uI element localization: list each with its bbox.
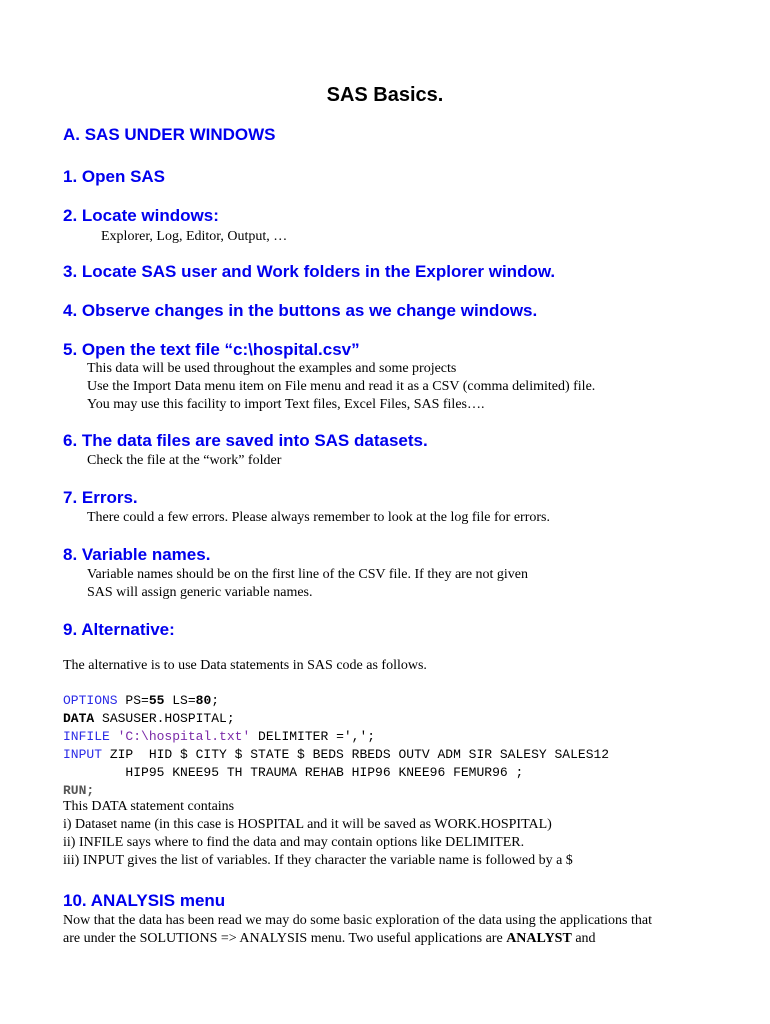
paragraph-line: ii) INFILE says where to find the data and may contain options like DELIMITER. (63, 835, 525, 850)
code-text: SASUSER.HOSPITAL; (94, 711, 235, 726)
code-line-infile (63, 728, 609, 746)
text-run: are under the SOLUTIONS => ANALYSIS menu. Two useful applications are (63, 931, 507, 946)
code-keyword: INPUT (63, 747, 103, 762)
code-line-input-cont: HIP95 KNEE95 TH TRAUMA REHAB HIP96 KNEE96 FEMUR96 ; (63, 765, 524, 780)
paragraph-line: This data will be used throughout the examples and some projects (87, 361, 457, 376)
paragraph-line: SAS will assign generic variable names. (87, 585, 313, 600)
paragraph-line: iii) INPUT gives the list of variables. If they character the variable name is followed by a $ (63, 853, 573, 868)
heading-alternative: 9. Alternative: (63, 620, 175, 639)
heading-observe-buttons: 4. Observe changes in the buttons as we change windows. (63, 301, 538, 320)
paragraph-line: Use the Import Data menu item on File menu and read it as a CSV (comma delimited) file. (87, 379, 596, 394)
text-run: and (571, 931, 596, 946)
code-line-input (63, 746, 609, 764)
heading-analysis-menu: 10. ANALYSIS menu (63, 891, 226, 910)
heading-variable-names: 8. Variable names. (63, 545, 211, 564)
page-title: SAS Basics. (326, 84, 444, 106)
heading-locate-folders: 3. Locate SAS user and Work folders in the Explorer window. (63, 262, 556, 281)
heading-open-text-file: 5. Open the text file “c:\hospital.csv” (63, 340, 360, 359)
paragraph-work-folder: Check the file at the “work” folder (87, 453, 282, 468)
section-heading-a: A. SAS UNDER WINDOWS (63, 125, 276, 144)
code-string: 'C:\hospital.txt' (117, 729, 251, 744)
paragraph-windows-list: Explorer, Log, Editor, Output, … (101, 229, 288, 244)
code-text: PS= (117, 693, 149, 708)
paragraph-errors: There could a few errors. Please always remember to look at the log file for errors. (87, 510, 550, 525)
code-text: LS= (164, 693, 196, 708)
heading-data-files-saved: 6. The data files are saved into SAS datasets. (63, 431, 428, 450)
code-text: DELIMITER =','; (250, 729, 376, 744)
code-line-data (63, 710, 609, 728)
code-keyword: OPTIONS (63, 693, 118, 708)
paragraph-line: Now that the data has been read we may do some basic exploration of the data using the applications that (63, 913, 652, 928)
paragraph-line (63, 930, 596, 948)
code-text (110, 729, 118, 744)
heading-open-sas: 1. Open SAS (63, 167, 166, 186)
code-block (63, 692, 609, 800)
code-text: ; (211, 693, 220, 708)
code-number: 80 (195, 693, 212, 708)
code-text: ZIP HID $ CITY $ STATE $ BEDS RBEDS OUTV ADM SIR SALESY SALES12 (102, 747, 610, 762)
code-keyword: DATA (63, 711, 95, 726)
paragraph-line: i) Dataset name (in this case is HOSPITAL and it will be saved as WORK.HOSPITAL) (63, 817, 552, 832)
code-line-options (63, 692, 609, 710)
paragraph-line: This DATA statement contains (63, 799, 235, 814)
heading-errors: 7. Errors. (63, 488, 138, 507)
paragraph-line: You may use this facility to import Text files, Excel Files, SAS files…. (87, 397, 485, 412)
heading-locate-windows: 2. Locate windows: (63, 206, 219, 225)
code-line-run: RUN; (63, 783, 95, 798)
code-number: 55 (148, 693, 165, 708)
code-keyword: INFILE (63, 729, 110, 744)
text-run-bold: ANALYST (506, 931, 572, 946)
paragraph-line: Variable names should be on the first line of the CSV file. If they are not given (87, 567, 529, 582)
paragraph-alternative: The alternative is to use Data statements in SAS code as follows. (63, 658, 427, 673)
